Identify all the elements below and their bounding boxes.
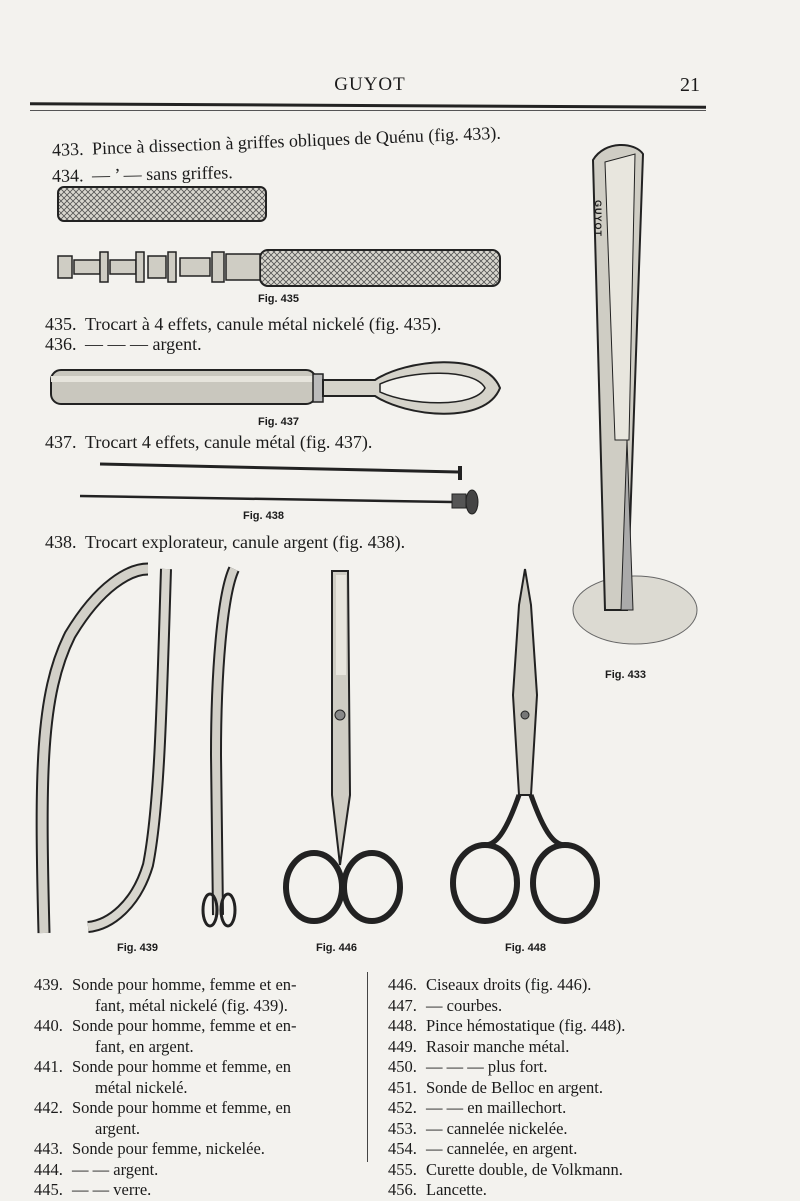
entry-text: Curette double, de Volkmann.: [426, 1159, 623, 1179]
column-divider: [367, 972, 368, 1162]
entry-text: — cannelée, en argent.: [426, 1139, 578, 1158]
entry-text: — — — argent.: [85, 334, 202, 354]
entry-439: [34, 975, 364, 996]
entry-text: Trocart à 4 effets, canule métal nickelé (fig. 435).: [85, 314, 442, 334]
entry-441: [34, 1057, 364, 1078]
entry-440: [34, 1016, 364, 1037]
entry-number: 437.: [45, 432, 77, 452]
entry-number: 444.: [34, 1159, 63, 1179]
entry-text: Sonde pour femme, nickelée.: [72, 1139, 265, 1158]
entry-text: — — en maillechort.: [426, 1098, 567, 1117]
entry-442-continued: argent.: [95, 1118, 141, 1138]
caption-fig-435: Fig. 435: [258, 293, 299, 305]
entry-number: 436.: [45, 334, 77, 354]
entry-442: [34, 1098, 364, 1119]
entry-number: 448.: [388, 1016, 417, 1035]
entry-number: 445.: [34, 1180, 63, 1199]
entry-number: 451.: [388, 1077, 417, 1097]
entry-433: [52, 123, 502, 160]
entry-text: Trocart explorateur, canule argent (fig. 438).: [85, 532, 406, 552]
entry-446: [388, 975, 708, 996]
entry-text: — — verre.: [72, 1180, 152, 1199]
caption-fig-439: Fig. 439: [117, 942, 158, 954]
trocar-435-illustration: [40, 180, 520, 300]
entry-text: Sonde de Belloc en argent.: [426, 1077, 604, 1097]
entry-text: — cannelée nickelée.: [426, 1118, 568, 1138]
header-rule: [30, 102, 706, 109]
catheters-439-illustration: [30, 555, 250, 945]
entry-number: 454.: [388, 1139, 417, 1158]
entry-number: 441.: [34, 1057, 63, 1076]
entry-text: — ’ — sans griffes.: [91, 162, 233, 186]
entry-453: [388, 1119, 708, 1140]
entry-text: Sonde pour homme et femme, en: [72, 1098, 292, 1117]
entry-number: 450.: [388, 1057, 417, 1076]
hemostat-448-illustration: [445, 565, 605, 935]
entry-text: Lancette.: [426, 1180, 487, 1199]
caption-fig-448: Fig. 448: [505, 942, 546, 954]
caption-fig-438: Fig. 438: [243, 510, 284, 522]
entry-text: Rasoir manche métal.: [426, 1036, 570, 1056]
entry-number: 446.: [388, 975, 417, 994]
entry-text: — — — plus fort.: [426, 1057, 548, 1076]
entry-number: 435.: [45, 314, 77, 334]
entry-454: [388, 1139, 708, 1160]
caption-fig-446: Fig. 446: [316, 942, 357, 954]
entry-text: Sonde pour homme et femme, en: [72, 1057, 292, 1076]
entry-number: 447.: [388, 995, 417, 1015]
entry-444: [34, 1160, 364, 1181]
entry-number: 443.: [34, 1139, 63, 1158]
entry-452: [388, 1098, 708, 1119]
scissors-446-illustration: [280, 565, 410, 935]
entry-447: [388, 996, 708, 1017]
entry-443: [34, 1139, 364, 1160]
entry-number: 439.: [34, 975, 63, 994]
entry-number: 452.: [388, 1098, 417, 1117]
header-rule-thin: [30, 110, 706, 111]
entry-438: [45, 532, 405, 552]
entry-text: Pince hémostatique (fig. 448).: [426, 1016, 626, 1035]
entry-text: — courbes.: [426, 995, 503, 1015]
entry-number: 456.: [388, 1180, 417, 1199]
entry-448: [388, 1016, 708, 1037]
entry-450: [388, 1057, 708, 1078]
caption-fig-433: Fig. 433: [605, 669, 646, 681]
trocar-438-illustration: [80, 458, 480, 518]
right-column-entries: [388, 975, 708, 1201]
entry-435: [45, 314, 441, 334]
entry-445: [34, 1180, 364, 1201]
page-number: 21: [680, 74, 700, 96]
entry-number: 449.: [388, 1036, 417, 1056]
forceps-brand-engraving: GUYOT: [593, 200, 603, 238]
entry-number: 438.: [45, 532, 77, 552]
entry-number: 433.: [51, 138, 84, 160]
entry-451: [388, 1078, 708, 1099]
entry-437: [45, 432, 372, 452]
entry-number: 442.: [34, 1098, 63, 1117]
entry-456: [388, 1180, 708, 1201]
entry-number: 455.: [388, 1159, 417, 1179]
entry-text: Trocart 4 effets, canule métal (fig. 437).: [85, 432, 373, 452]
entry-number: 434.: [51, 165, 84, 186]
entry-text: — — argent.: [72, 1159, 159, 1179]
entry-441-continued: métal nickelé.: [95, 1077, 188, 1097]
entry-440-continued: fant, en argent.: [95, 1036, 194, 1056]
caption-fig-437: Fig. 437: [258, 416, 299, 428]
entry-text: Sonde pour homme, femme et en-: [72, 1016, 297, 1035]
entry-number: 453.: [388, 1118, 417, 1138]
entry-449: [388, 1037, 708, 1058]
entry-number: 440.: [34, 1016, 63, 1035]
entry-439-continued: fant, métal nickelé (fig. 439).: [95, 995, 288, 1015]
entry-455: [388, 1160, 708, 1181]
entry-text: Pince à dissection à griffes obliques de Quénu (fig. 433).: [91, 122, 502, 159]
left-column-entries: [34, 975, 364, 1201]
entry-text: Ciseaux droits (fig. 446).: [426, 975, 592, 994]
entry-text: Sonde pour homme, femme et en-: [72, 975, 297, 994]
running-header-title: GUYOT: [334, 74, 406, 95]
